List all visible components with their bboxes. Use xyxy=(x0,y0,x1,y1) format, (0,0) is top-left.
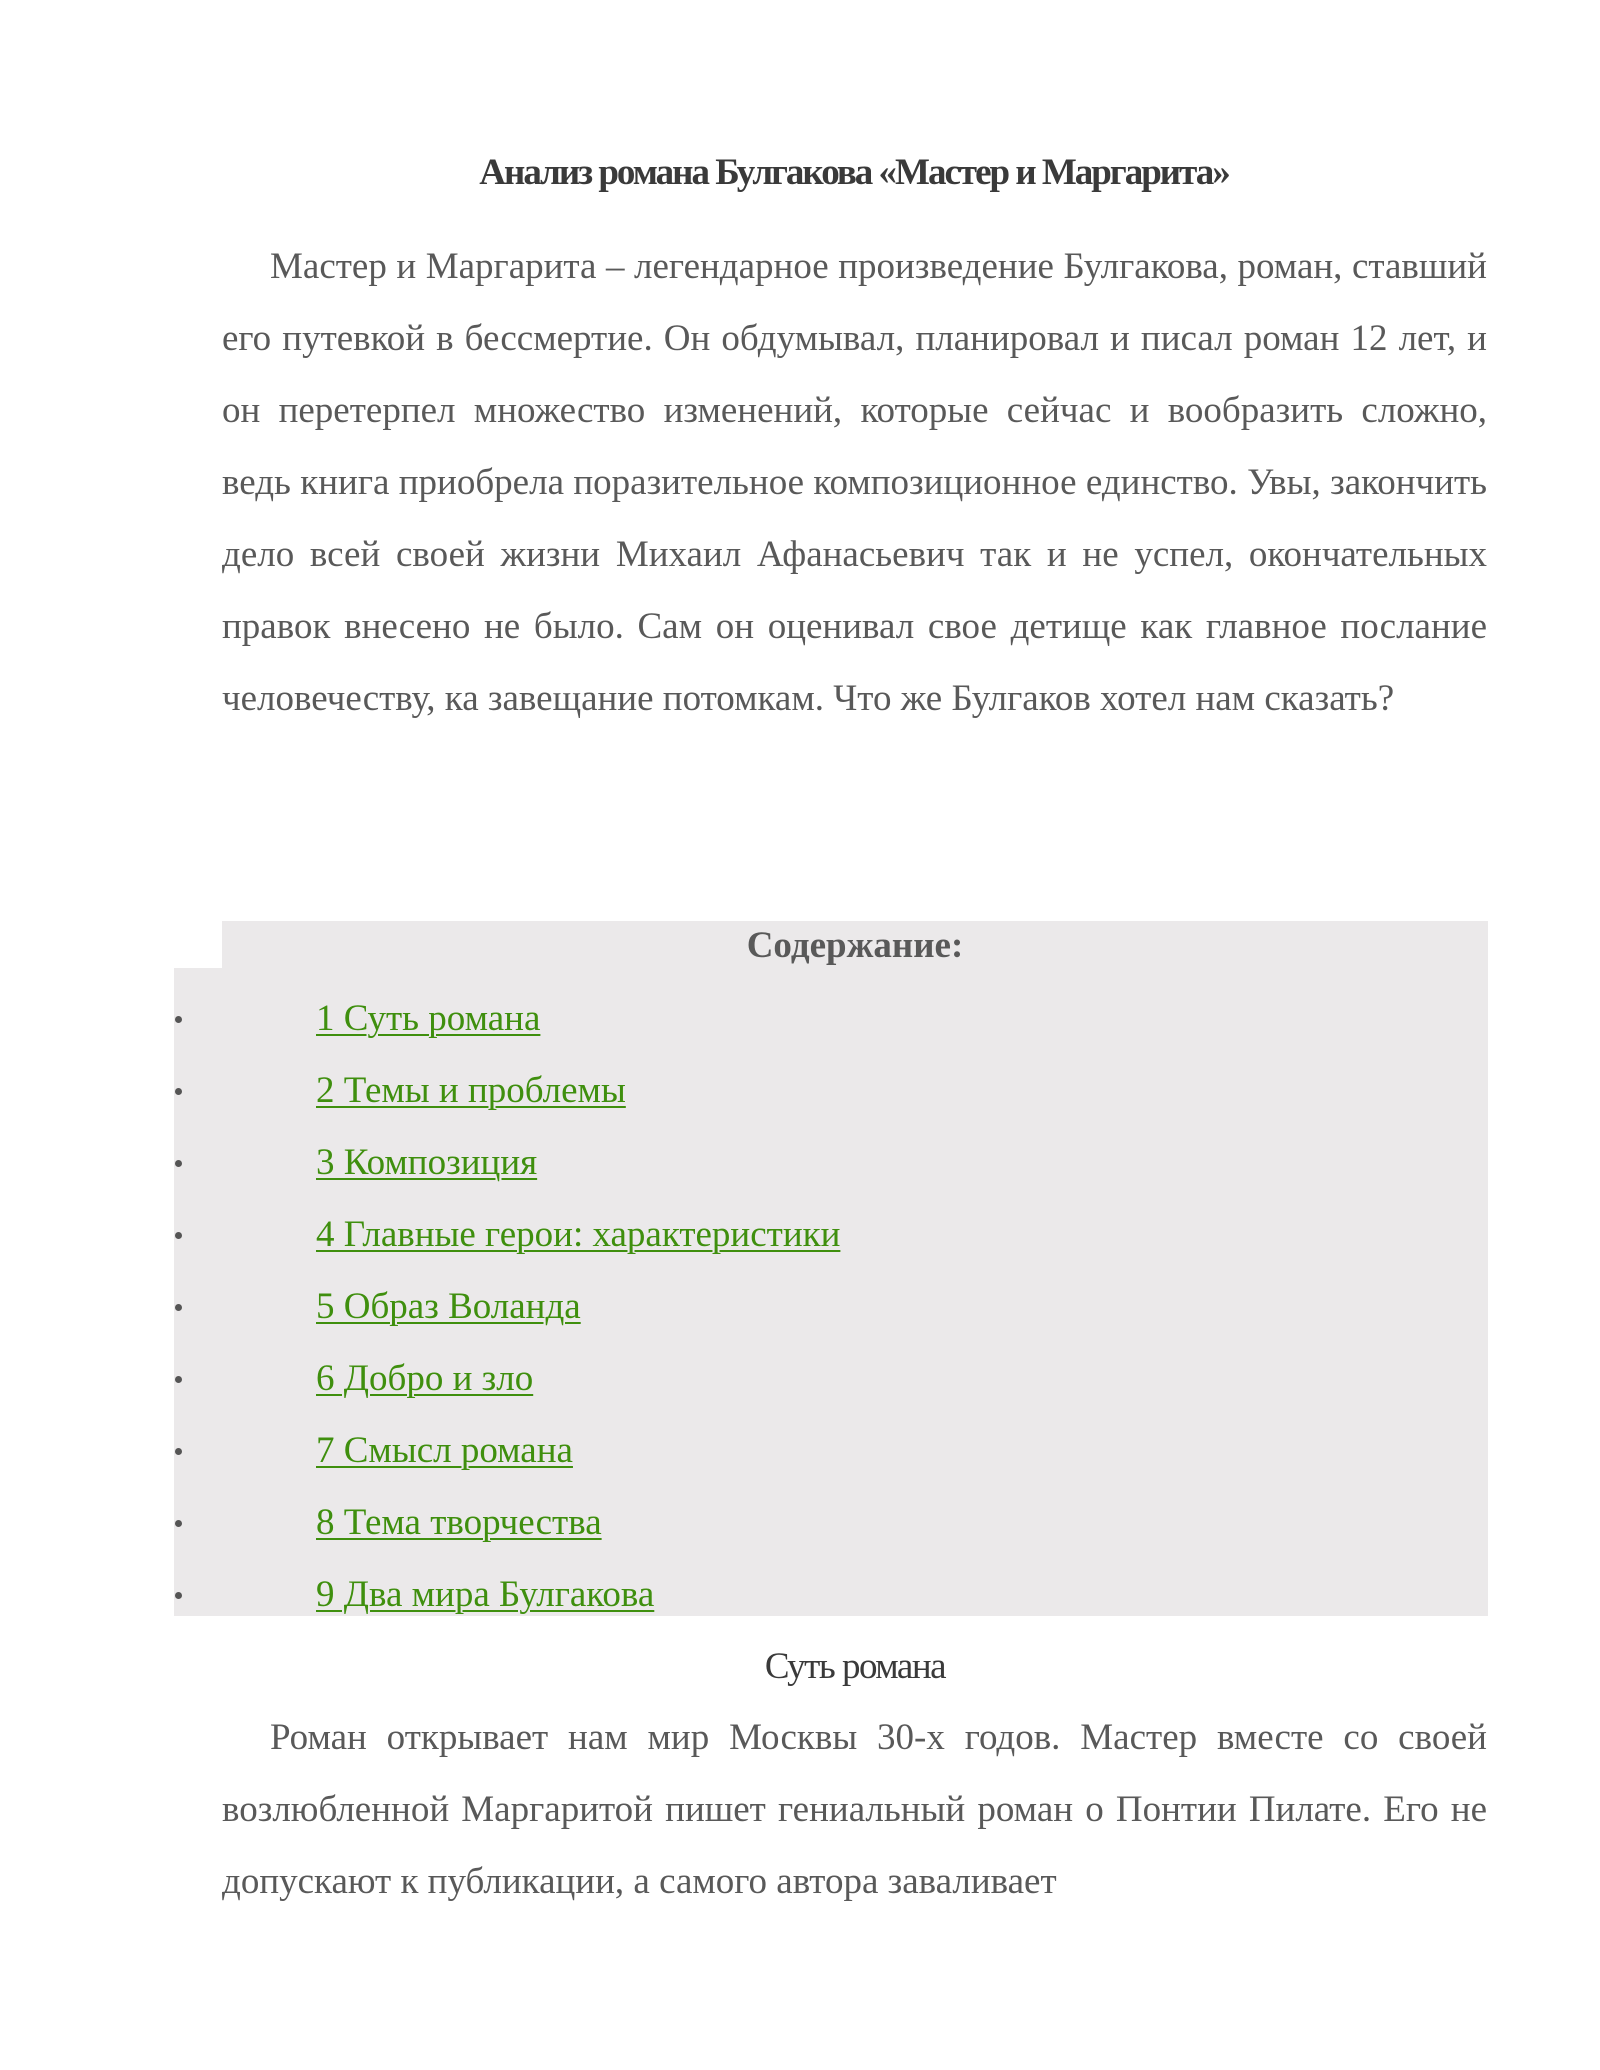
bullet-icon xyxy=(175,1448,182,1455)
toc-link-6[interactable]: 6 Добро и зло xyxy=(316,1358,534,1399)
toc-link-3[interactable]: 3 Композиция xyxy=(316,1142,538,1183)
bullet-icon xyxy=(175,1376,182,1383)
intro-paragraph: Мастер и Маргарита – легендарное произведение Булгакова, роман, ставший его путевкой в бессмертие. Он обдумывал, планировал и писал роман 12 лет, и он перетерпел множество изменений, которые сейчас и вообразить сложно, ведь книга приобрела поразительное композиционное единство. Увы, закончить дело всей своей жизни Михаил Афанасьевич так и не успел, окончательных правок внесено не было. Сам он оценивал свое детище как главное послание человечеству, ка завещание потомкам. Что же Булгаков хотел нам сказать? xyxy=(222,246,1487,719)
toc-link-1[interactable]: 1 Суть романа xyxy=(316,998,541,1039)
toc-link-7[interactable]: 7 Смысл романа xyxy=(316,1430,573,1471)
section-paragraph: Роман открывает нам мир Москвы 30-х годов. Мастер вместе со своей возлюбленной Маргаритой пишет гениальный роман о Понтии Пилате. Его не допускают к публикации, а самого автора заваливает xyxy=(222,1717,1487,1902)
bullet-icon xyxy=(175,1232,182,1239)
bullet-icon xyxy=(175,1592,182,1599)
bullet-icon xyxy=(175,1088,182,1095)
toc-link-9[interactable]: 9 Два мира Булгакова xyxy=(316,1574,655,1615)
bullet-icon xyxy=(175,1016,182,1023)
document-title: Анализ романа Булгакова «Мастер и Маргарита» xyxy=(479,152,1229,193)
bullet-icon xyxy=(175,1520,182,1527)
toc-link-2[interactable]: 2 Темы и проблемы xyxy=(316,1070,626,1111)
toc-heading: Содержание: xyxy=(746,925,964,966)
toc-link-5[interactable]: 5 Образ Воланда xyxy=(316,1286,581,1327)
toc-link-8[interactable]: 8 Тема творчества xyxy=(316,1502,602,1543)
section-heading: Суть романа xyxy=(764,1646,946,1687)
bullet-icon xyxy=(175,1304,182,1311)
bullet-icon xyxy=(175,1160,182,1167)
toc-link-4[interactable]: 4 Главные герои: характеристики xyxy=(316,1214,841,1255)
